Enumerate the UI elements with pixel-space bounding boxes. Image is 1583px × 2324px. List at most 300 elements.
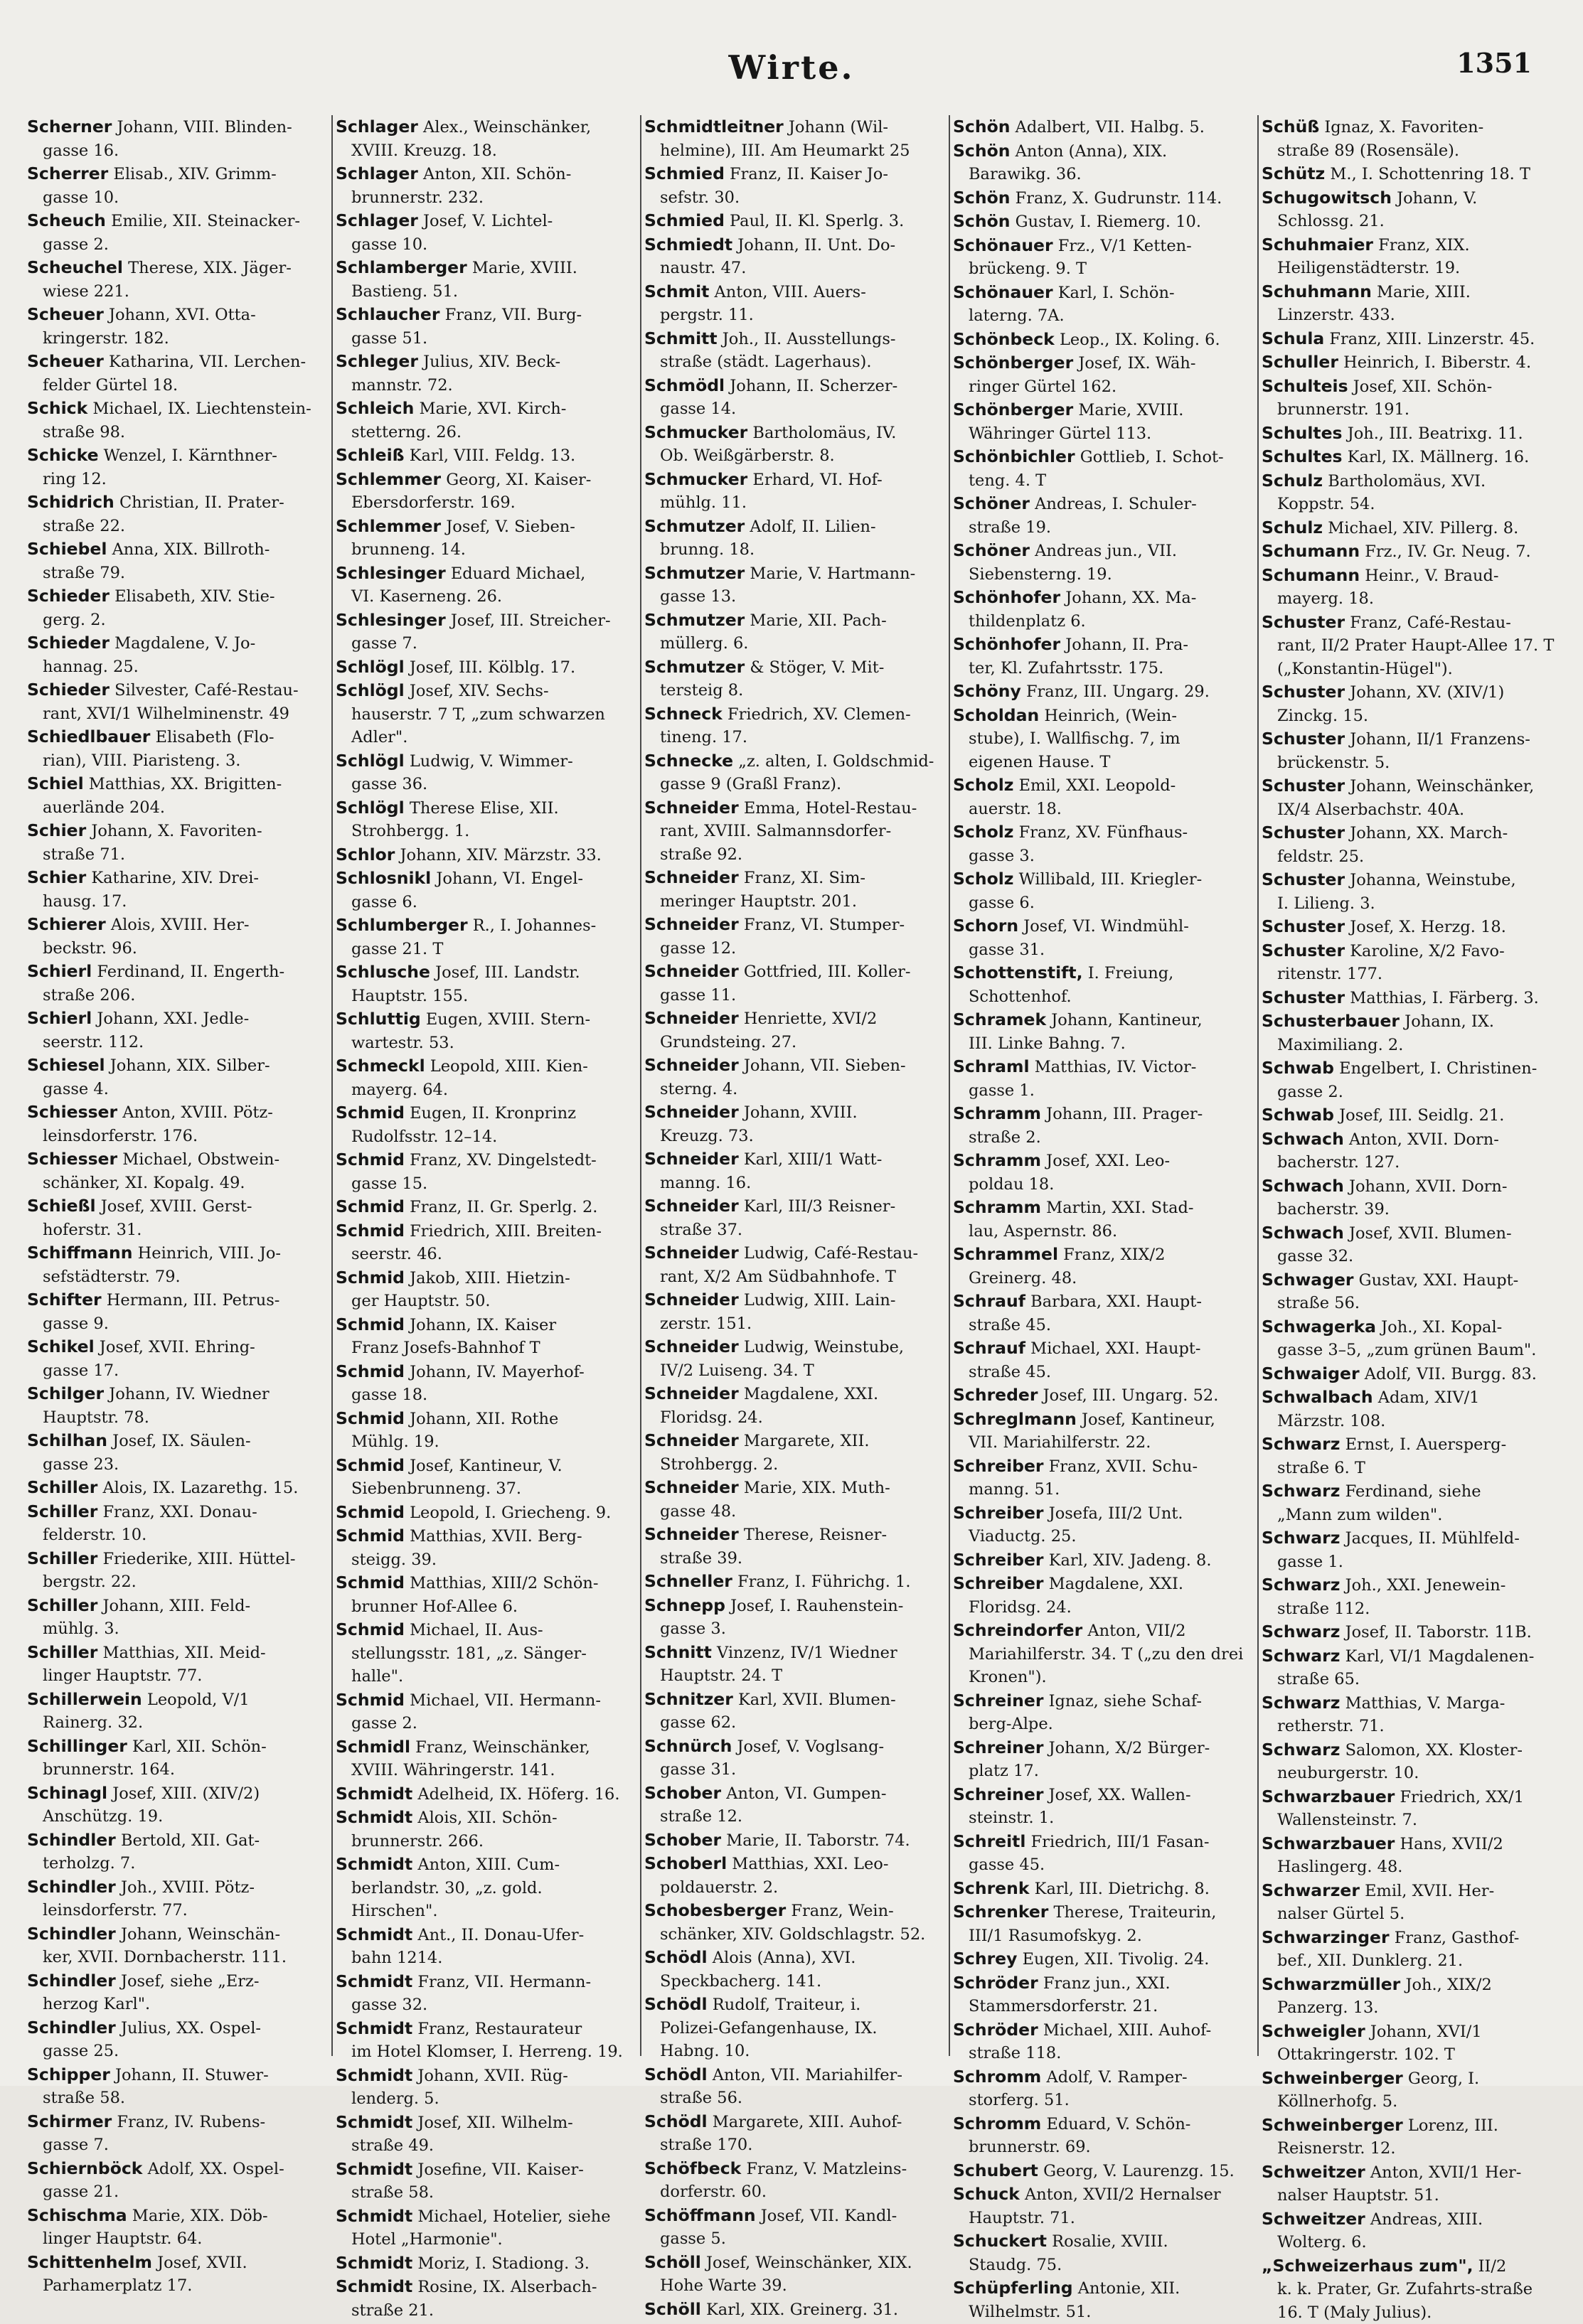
directory-entry [27,631,321,678]
directory-entry [644,1852,939,1899]
entry-detail: Alois (Anna), XVI. [713,1949,856,1967]
entry-name: Schmidtleitner [644,117,784,136]
entry-continuation: IV/2 Luiseng. 34. T [644,1359,939,1383]
directory-entry [1262,1128,1556,1174]
directory-entry [336,1195,630,1219]
directory-entry [953,1055,1247,1102]
directory-entry [953,1572,1247,1619]
entry-detail: Elisabeth (Flo- [156,728,275,746]
directory-entry [336,867,630,914]
entry-continuation: Wolterg. 6. [1262,2231,1556,2254]
directory-entry [953,2018,1247,2065]
entry-continuation: straße 49. [336,2134,630,2158]
entry-continuation: gasse 9. [27,1312,321,1336]
entry-name: Schlesinger [336,563,446,583]
directory-entry [27,1735,321,1782]
entry-name: Schöner [953,540,1030,560]
entry-detail: Marie, V. Hartmann- [750,564,915,583]
directory-entry [1262,821,1556,868]
entry-continuation: seerstr. 112. [27,1031,321,1054]
entry-continuation: k. k. Prater, Gr. Zufahrts-straße 16. T (Maly Julius). [1262,2278,1556,2324]
entry-continuation: Wilhelmstr. 51. [953,2301,1247,2324]
directory-entry [953,1149,1247,1196]
directory-entry [644,1241,939,1288]
directory-entry [27,1782,321,1828]
directory-entry [336,562,630,609]
entry-detail: Lorenz, III. [1408,2116,1498,2135]
entry-continuation: berlandstr. 30, „z. gold. Hirschen". [336,1877,630,1923]
entry-name: Schierl [27,961,92,981]
entry-name: Schnürch [644,1736,732,1756]
entry-detail: Matthias, XIII/2 Schön- [410,1574,598,1592]
entry-continuation: rian), VIII. Piaristeng. 3. [27,749,321,773]
directory-entry [336,2251,630,2276]
directory-entry [644,233,939,280]
entry-detail: Katharine, XIV. Drei- [91,869,259,887]
entry-detail: Anton (Anna), XIX. [1016,142,1168,161]
entry-detail: Franz, X. Gudrunstr. 114. [1016,189,1222,208]
directory-entry [336,2111,630,2158]
entry-continuation: ringer Gürtel 162. [953,375,1247,399]
entry-name: Schmidt [336,1854,412,1874]
directory-entry [336,209,630,256]
entry-name: Schießl [27,1196,96,1216]
directory-entry [27,1641,321,1688]
directory-entry [953,2159,1247,2183]
entry-name: Schwab [1262,1105,1334,1125]
directory-entry [336,1219,630,1266]
entry-continuation: straße 12. [644,1805,939,1828]
entry-name: Schier [27,820,86,840]
entry-continuation: Grundsteing. 27. [644,1031,939,1054]
entry-name: Schwarz [1262,1434,1340,1454]
entry-continuation: leinsdorferstr. 77. [27,1899,321,1922]
entry-name: Schuster [1262,682,1345,702]
entry-continuation: Währinger Gürtel 113. [953,422,1247,446]
entry-detail: Franz, IV. Rubens- [117,2113,265,2131]
entry-continuation: Panzerg. 13. [1262,1996,1556,2020]
entry-name: Schmucker [644,422,747,442]
entry-name: Schneider [644,914,739,934]
entry-name: Schweitzer [1262,2162,1365,2182]
directory-entry [336,960,630,1007]
entry-name: Scholz [953,869,1013,889]
entry-detail: Josef, XII. Wilhelm- [417,2114,572,2132]
entry-detail: Karl, VI/1 Magdalenen- [1345,1647,1535,1666]
entry-name: Schüß [1262,117,1319,136]
entry-name: Schuster [1262,776,1345,796]
entry-name: Schlesinger [336,610,446,630]
directory-entry [644,609,939,655]
entry-detail: Marie, XIX. Muth- [744,1479,890,1497]
entry-name: Schmödl [644,375,725,395]
directory-entry [27,1054,321,1101]
entry-continuation: seerstr. 46. [336,1243,630,1266]
directory-entry [953,2183,1247,2229]
entry-detail: Engelbert, I. Christinen- [1339,1059,1537,1078]
entry-detail: Georg, XI. Kaiser- [446,471,591,489]
entry-continuation: thildenplatz 6. [953,610,1247,633]
entry-detail: Elisabeth, XIV. Stie- [114,587,275,606]
entry-continuation: gasse 31. [644,1758,939,1782]
entry-continuation: straße 56. [1262,1292,1556,1315]
entry-name: Schwager [1262,1270,1354,1290]
entry-continuation: gasse 9 (Graßl Franz). [644,773,939,796]
entry-continuation: gerg. 2. [27,609,321,632]
entry-continuation: beckstr. 96. [27,937,321,960]
entry-detail: Friedrich, XIII. Breiten- [410,1222,602,1241]
directory-entry [644,209,939,233]
entry-name: Scheuer [27,304,104,324]
entry-continuation: dorferstr. 60. [644,2180,939,2204]
entry-detail: Johann, XIII. Feld- [102,1597,250,1615]
entry-name: Schneller [644,1571,732,1591]
entry-name: Schiesser [27,1149,117,1169]
entry-detail: Friederike, XIII. Hüttel- [102,1550,295,1568]
entry-name: Schwalbach [1262,1387,1373,1407]
directory-entry [336,1806,630,1853]
entry-continuation: straße 65. [1262,1668,1556,1691]
entry-detail: Josef, V. Lichtel- [423,212,553,230]
entry-name: Schober [644,1830,721,1850]
directory-entry [1262,680,1556,727]
column-3 [644,115,939,2060]
entry-detail: I. Freiung, [1088,964,1174,982]
entry-name: Schwarzer [1262,1880,1360,1900]
entry-continuation: straße 56. [644,2087,939,2110]
entry-name: Scholz [953,775,1013,795]
directory-entry [644,1194,939,1241]
entry-continuation: straße 89 (Rosensäle). [1262,139,1556,163]
entry-name: Schiel [27,773,84,793]
entry-name: Schierer [27,914,106,934]
directory-entry [953,2112,1247,2159]
directory-entry [336,655,630,680]
entry-continuation: straße 6. T [1262,1457,1556,1480]
directory-entry [336,468,630,515]
entry-detail: Josef, VI. Windmühl- [1023,917,1189,936]
directory-entry [953,1408,1247,1455]
entry-name: Schiller [27,1642,97,1662]
entry-continuation: bahn 1214. [336,1947,630,1970]
directory-entry [953,328,1247,352]
directory-entry [1262,1573,1556,1620]
directory-entry [1262,1832,1556,1879]
directory-entry [27,444,321,491]
directory-entry [27,2016,321,2063]
entry-detail: Karl, XII. Schön- [132,1737,267,1756]
directory-entry [1262,115,1556,162]
entry-detail: Anton, XVII/2 Hernalser [1025,2185,1221,2204]
entry-continuation: ritenstr. 177. [1262,963,1556,986]
entry-detail: Michael, IX. Liechtenstein- [92,400,311,418]
directory-entry [953,1900,1247,1947]
entry-detail: Matthias, V. Marga- [1345,1694,1505,1713]
directory-entry [644,1382,939,1429]
entry-detail: Adolf, V. Ramper- [1046,2068,1187,2087]
directory-entry [1262,1103,1556,1128]
entry-continuation: Anschützg. 19. [27,1805,321,1828]
entry-name: Schwarz [1262,1646,1340,1666]
entry-name: Schulteis [1262,376,1348,396]
directory-entry [644,655,939,702]
entry-name: Schmidt [336,2065,412,2085]
entry-name: Schmid [336,1361,405,1381]
entry-name: Schmeckl [336,1056,425,1076]
entry-continuation: Strohbergg. 1. [336,820,630,843]
entry-name: Schnitt [644,1642,712,1662]
entry-name: Schödl [644,1994,708,2014]
entry-name: Schmidt [336,2159,412,2179]
directory-entry [644,562,939,609]
entry-name: Schreiber [953,1550,1044,1570]
entry-continuation: wartestr. 53. [336,1032,630,1055]
entry-name: Schmid [336,1690,405,1710]
entry-name: Schreglmann [953,1409,1077,1429]
entry-continuation: gasse 17. [27,1359,321,1383]
entry-detail: Matthias, XVII. Berg- [410,1527,582,1546]
entry-detail: M., I. Schottenring 18. T [1330,165,1530,183]
directory-entry [953,1290,1247,1337]
entry-detail: Josef, V. Sieben- [446,518,575,536]
entry-detail: Jakob, XIII. Hietzin- [410,1269,570,1287]
entry-name: Schlager [336,164,418,183]
entry-name: Schmidt [336,2018,412,2038]
entry-continuation: gasse 1. [1262,1551,1556,1574]
entry-name: Schönberger [953,353,1073,373]
entry-continuation: Wallensteinstr. 7. [1262,1809,1556,1832]
directory-entry [1262,1691,1556,1738]
directory-entry [1262,1644,1556,1691]
directory-entry [953,1102,1247,1149]
entry-continuation: straße 39. [644,1547,939,1570]
entry-detail: Josef, XII. Schön- [1353,377,1493,396]
entry-detail: Johann, XX. Ma- [1065,589,1196,607]
directory-entry [953,234,1247,281]
entry-detail: Heinrich, (Wein- [1044,707,1177,725]
directory-entry [644,702,939,749]
directory-entry [336,2275,630,2322]
entry-continuation: Siebensterng. 19. [953,563,1247,587]
directory-entry [1262,774,1556,821]
entry-name: Schmid [336,1526,405,1546]
entry-detail: Johann, VIII. Blinden- [117,118,292,136]
directory-entry [27,115,321,162]
entry-name: Schmutzer [644,516,745,536]
entry-name: Schischma [27,2205,127,2225]
entry-continuation: gasse 48. [644,1500,939,1524]
entry-detail: Paul, II. Kl. Sperlg. 3. [730,212,904,230]
entry-detail: Hermann, III. Petrus- [107,1291,280,1310]
entry-name: Scherner [27,117,112,136]
entry-detail: Frz., IV. Gr. Neug. 7. [1365,542,1530,561]
entry-detail: Emil, XXI. Leopold- [1019,776,1176,795]
entry-continuation: linger Hauptstr. 64. [27,2227,321,2251]
directory-entry [644,1007,939,1054]
directory-entry [644,960,939,1007]
entry-detail: Emilie, XII. Steinacker- [111,212,300,230]
entry-detail: Franz, VI. Stumper- [744,916,905,934]
directory-entry [27,1147,321,1194]
entry-name: Schlögl [336,657,405,677]
directory-entry [27,584,321,631]
entry-detail: Leopold, I. Griecheng. 9. [410,1504,611,1522]
entry-name: Schrenk [953,1878,1029,1898]
entry-continuation: Staudg. 75. [953,2254,1247,2277]
entry-name: Schmid [336,1221,405,1241]
entry-detail: Johann, V. [1397,189,1477,208]
entry-continuation: poldau 18. [953,1173,1247,1196]
directory-entry [27,772,321,819]
entry-detail: Ernst, I. Auersperg- [1345,1435,1507,1454]
entry-continuation: „Mann zum wilden". [1262,1504,1556,1527]
entry-detail: Josefine, VII. Kaiser- [417,2160,584,2179]
directory-entry [1262,233,1556,280]
entry-name: Schneider [644,1524,739,1544]
entry-continuation: straße 118. [953,2042,1247,2065]
entry-detail: Johann, VII. Sieben- [744,1056,906,1075]
entry-detail: Karl, XIX. Greinerg. 31. [706,2301,898,2319]
entry-name: Schmutzer [644,610,745,630]
directory-entry [27,397,321,444]
entry-detail: Michael, Hotelier, siehe [417,2207,610,2226]
entry-detail: Johann (Wil- [789,118,888,136]
directory-entry [953,586,1247,633]
directory-entry [336,1148,630,1195]
entry-name: Schugowitsch [1262,188,1392,208]
entry-name: Schweinberger [1262,2068,1403,2088]
entry-detail: Johann, II/1 Franzens- [1350,730,1530,749]
entry-continuation: gasse 32. [1262,1245,1556,1268]
entry-detail: „z. alten, I. Goldschmid- [738,752,934,771]
entry-detail: Johann, IV. Wiedner [109,1385,269,1403]
entry-name: Schneider [644,1477,739,1497]
entry-continuation: Viaductg. 25. [953,1525,1247,1548]
entry-continuation: Ob. Weißgärberstr. 8. [644,444,939,468]
entry-detail: Erhard, VI. Hof- [752,471,882,489]
directory-entry [27,1500,321,1547]
directory-entry [336,1313,630,1360]
entry-detail: Josef, I. Rauhenstein- [730,1597,903,1615]
directory-entry [336,1735,630,1782]
entry-continuation: bacherstr. 127. [1262,1151,1556,1174]
entry-continuation: stetterng. 26. [336,421,630,444]
entry-detail: Johann, IX. Kaiser [410,1316,556,1334]
entry-detail: Andreas, I. Schuler- [1035,495,1197,513]
directory-entry [336,1054,630,1101]
entry-name: Schiedlbauer [27,727,150,746]
entry-continuation: straße 112. [1262,1597,1556,1621]
entry-continuation: Reisnerstr. 12. [1262,2137,1556,2160]
entry-name: Schneider [644,1383,739,1403]
entry-detail: Johann, XVIII. [744,1103,858,1122]
entry-detail: Michael, VII. Hermann- [410,1691,601,1710]
directory-entry [1262,1879,1556,1926]
entry-detail: Josef, Kantineur, V. [410,1457,563,1475]
directory-entry [336,1571,630,1618]
entry-continuation: mayerg. 64. [336,1078,630,1102]
entry-detail: Georg, V. Laurenzg. 15. [1043,2162,1235,2180]
directory-entry [27,1476,321,1500]
entry-name: Schromm [953,2114,1041,2133]
entry-name: Schmucker [644,469,747,489]
entry-continuation: wiese 221. [27,280,321,304]
directory-entry [27,678,321,725]
entry-name: Schneck [644,704,723,724]
entry-name: Schula [1262,328,1324,348]
entry-name: Schwarz [1262,1693,1340,1713]
directory-entry [336,1524,630,1571]
entry-continuation: gasse 1. [953,1079,1247,1103]
entry-detail: II/2 [1478,2257,1507,2276]
entry-name: Schuster [1262,987,1345,1007]
entry-continuation: mayerg. 18. [1262,587,1556,611]
entry-detail: Julius, XIV. Beck- [423,353,560,371]
entry-name: Schneider [644,1008,739,1028]
directory-entry [953,1877,1247,1901]
directory-entry [953,704,1247,774]
entry-continuation: schänker, XI. Kopalg. 49. [27,1172,321,1195]
directory-entry [644,280,939,327]
entry-detail: Friedrich, XX/1 [1400,1788,1525,1806]
directory-entry [953,1383,1247,1408]
entry-name: Schröder [953,1973,1038,1993]
entry-detail: Bertold, XII. Gat- [121,1831,260,1850]
entry-detail: Ludwig, Café-Restau- [744,1244,918,1263]
entry-name: Schiller [27,1595,97,1615]
entry-continuation: mühlg. 11. [644,491,939,515]
entry-continuation: Hohe Warte 39. [644,2274,939,2298]
directory-entry [953,210,1247,234]
entry-name: Schlögl [336,798,405,818]
entry-continuation: Strohbergg. 2. [644,1453,939,1477]
directory-entry [336,1501,630,1525]
entry-continuation: brunnerstr. 232. [336,186,630,210]
entry-detail: Adalbert, VII. Halbg. 5. [1016,118,1205,136]
entry-detail: Adelheid, IX. Höferg. 16. [417,1785,619,1804]
entry-detail: Magdalene, XXI. [744,1385,878,1403]
column-4 [953,115,1247,2060]
entry-detail: Leopold, V/1 [147,1691,250,1709]
entry-detail: Friedrich, III/1 Fasan- [1031,1833,1210,1851]
entry-continuation: gasse 21. [27,2180,321,2204]
directory-entry [1262,469,1556,516]
directory-entry [953,139,1247,186]
entry-detail: Johann, Weinschänker, [1350,777,1534,796]
entry-detail: Franz, XVII. Schu- [1049,1457,1198,1476]
entry-continuation: VII. Mariahilferstr. 22. [953,1431,1247,1455]
directory-entry [27,2063,321,2110]
entry-name: Schmidt [336,1971,412,1991]
directory-entry [953,2276,1247,2323]
column-1 [27,115,321,2060]
entry-name: Schiesser [27,1102,117,1122]
entry-detail: Katharina, VII. Lerchen- [109,353,306,371]
entry-continuation: Haslingerg. 48. [1262,1856,1556,1879]
entry-continuation: stellungsstr. 181, „z. Sänger-halle". [336,1642,630,1688]
entry-detail: R., I. Johannes- [473,916,597,935]
entry-continuation: Hauptstr. 24. T [644,1664,939,1688]
entry-name: Schmitt [644,328,718,348]
directory-entry [1262,2114,1556,2160]
directory-entry [644,1429,939,1476]
entry-detail: Emil, XVII. Her- [1365,1882,1494,1900]
entry-detail: Franz, XIX. [1378,236,1470,255]
entry-name: Schwarz [1262,1528,1340,1548]
directory-entry [336,115,630,162]
entry-detail: Leopold, XIII. Kien- [430,1057,588,1076]
directory-entry [1262,2160,1556,2207]
